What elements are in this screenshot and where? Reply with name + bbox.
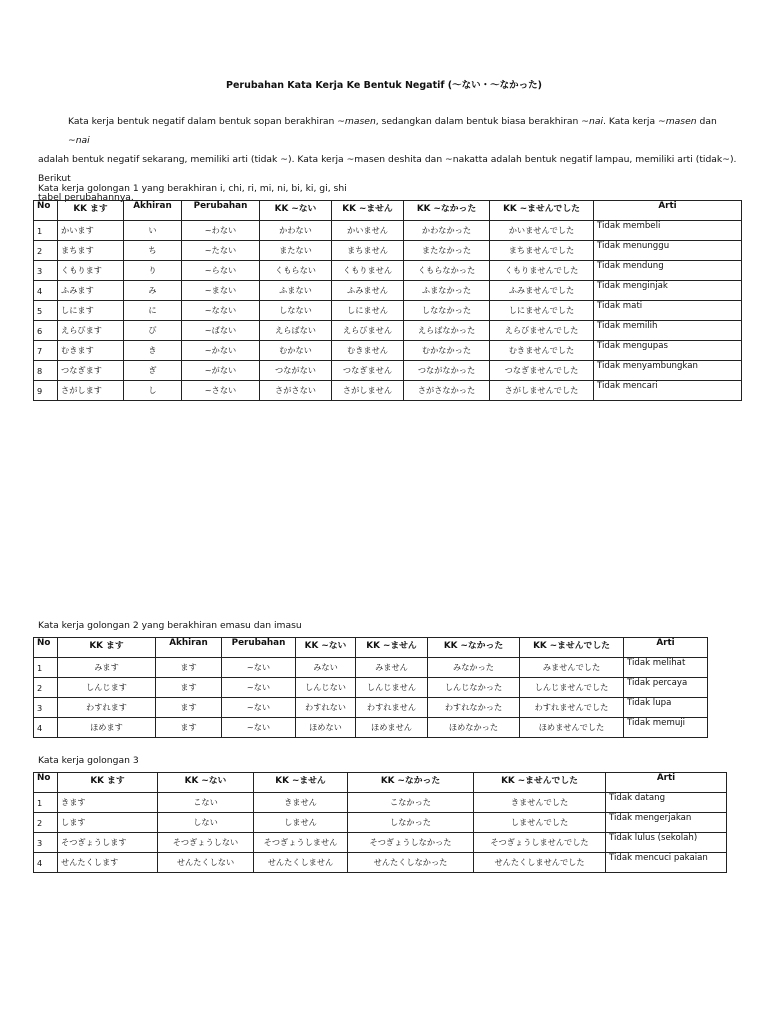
- verb-form-cell: むきます: [58, 341, 124, 361]
- row-number: 6: [34, 321, 58, 341]
- verb-form-cell: ます: [156, 678, 222, 698]
- verb-form-cell: えらびませんでした: [490, 321, 594, 341]
- verb-form-cell: ~さない: [182, 381, 260, 401]
- verb-form-cell: ~ない: [222, 678, 296, 698]
- verb-form-cell: わすれます: [58, 698, 156, 718]
- meaning-cell: Tidak menginjak: [594, 281, 742, 301]
- row-number: 2: [34, 813, 58, 833]
- row-number: 2: [34, 678, 58, 698]
- meaning-cell: Tidak menunggu: [594, 241, 742, 261]
- verb-form-cell: ぎ: [124, 361, 182, 381]
- verb-form-cell: そつぎょうしません: [254, 833, 348, 853]
- verb-form-cell: せんたくしなかった: [348, 853, 474, 873]
- meaning-cell: Tidak lulus (sekolah): [606, 833, 727, 853]
- verb-form-cell: し: [124, 381, 182, 401]
- row-number: 1: [34, 793, 58, 813]
- row-number: 3: [34, 698, 58, 718]
- row-number: 2: [34, 241, 58, 261]
- column-header: No: [34, 773, 58, 793]
- table-row: [34, 658, 708, 678]
- row-number: 3: [34, 261, 58, 281]
- verb-form-cell: わすれませんでした: [520, 698, 624, 718]
- verb-form-cell: ます: [156, 658, 222, 678]
- verb-form-cell: かいます: [58, 221, 124, 241]
- verb-form-cell: つなぎます: [58, 361, 124, 381]
- table-row: [34, 241, 742, 261]
- meaning-cell: Tidak mengerjakan: [606, 813, 727, 833]
- verb-form-cell: みなかった: [428, 658, 520, 678]
- verb-form-cell: ~ない: [222, 698, 296, 718]
- column-header: Akhiran: [124, 201, 182, 221]
- verb-form-cell: さがさなかった: [404, 381, 490, 401]
- table-row: [34, 833, 727, 853]
- verb-form-cell: くもりません: [332, 261, 404, 281]
- column-header: KK ~なかった: [428, 638, 520, 658]
- table-header-row: [34, 638, 708, 658]
- row-number: 4: [34, 718, 58, 738]
- verb-form-cell: かいません: [332, 221, 404, 241]
- table-row: [34, 718, 708, 738]
- verb-form-cell: ~がない: [182, 361, 260, 381]
- column-header: KK ~ない: [296, 638, 356, 658]
- verb-form-cell: せんたくしません: [254, 853, 348, 873]
- column-header: KK ます: [58, 773, 158, 793]
- verb-form-cell: しんじませんでした: [520, 678, 624, 698]
- column-header: KK ~ませんでした: [520, 638, 624, 658]
- verb-form-cell: しません: [254, 813, 348, 833]
- verb-form-cell: かわなかった: [404, 221, 490, 241]
- verb-form-cell: しなない: [260, 301, 332, 321]
- table-header-row: [34, 773, 727, 793]
- column-header: KK ~ない: [158, 773, 254, 793]
- verb-form-cell: ほめなかった: [428, 718, 520, 738]
- verb-form-cell: します: [58, 813, 158, 833]
- meaning-cell: Tidak mati: [594, 301, 742, 321]
- verb-form-cell: み: [124, 281, 182, 301]
- intro-line-3: tabel perubahannya.: [38, 192, 134, 203]
- meaning-cell: Tidak memilih: [594, 321, 742, 341]
- verb-form-cell: い: [124, 221, 182, 241]
- column-header: KK ます: [58, 201, 124, 221]
- verb-form-cell: ~ない: [222, 718, 296, 738]
- verb-form-cell: みませんでした: [520, 658, 624, 678]
- column-header: KK ~なかった: [348, 773, 474, 793]
- verb-form-cell: ち: [124, 241, 182, 261]
- row-number: 1: [34, 658, 58, 678]
- verb-form-cell: ほめません: [356, 718, 428, 738]
- verb-form-cell: しななかった: [404, 301, 490, 321]
- table-row: [34, 361, 742, 381]
- table-row: [34, 853, 727, 873]
- intro-line-2: adalah bentuk negatif sekarang, memiliki arti (tidak ~). Kata kerja ~masen deshita dan ~nakatta adalah bentuk negatif lampau, memiliki arti (tidak~). Berikut: [38, 154, 737, 184]
- verb-form-cell: そつぎょうします: [58, 833, 158, 853]
- verb-form-cell: みます: [58, 658, 156, 678]
- column-header: Perubahan: [182, 201, 260, 221]
- verb-form-cell: つなぎません: [332, 361, 404, 381]
- verb-form-cell: しんじなかった: [428, 678, 520, 698]
- meaning-cell: Tidak melihat: [624, 658, 708, 678]
- row-number: 4: [34, 853, 58, 873]
- verb-form-cell: そつぎょうしませんでした: [474, 833, 606, 853]
- row-number: 8: [34, 361, 58, 381]
- verb-form-cell: さがさない: [260, 381, 332, 401]
- column-header: Arti: [606, 773, 727, 793]
- verb-form-cell: こなかった: [348, 793, 474, 813]
- meaning-cell: Tidak memuji: [624, 718, 708, 738]
- column-header: KK ~ません: [332, 201, 404, 221]
- verb-form-cell: むきませんでした: [490, 341, 594, 361]
- table-row: [34, 813, 727, 833]
- verb-form-cell: みません: [356, 658, 428, 678]
- verb-form-cell: つながなかった: [404, 361, 490, 381]
- meaning-cell: Tidak percaya: [624, 678, 708, 698]
- verb-form-cell: ~らない: [182, 261, 260, 281]
- column-header: KK ~なかった: [404, 201, 490, 221]
- verb-form-cell: ~ない: [222, 658, 296, 678]
- verb-form-cell: ふまない: [260, 281, 332, 301]
- verb-form-cell: またない: [260, 241, 332, 261]
- verb-form-cell: ~ばない: [182, 321, 260, 341]
- verb-form-cell: ふまなかった: [404, 281, 490, 301]
- verb-form-cell: ます: [156, 718, 222, 738]
- verb-form-cell: ふみません: [332, 281, 404, 301]
- table-row: [34, 698, 708, 718]
- group3-table: [33, 772, 727, 873]
- verb-form-cell: しんじます: [58, 678, 156, 698]
- verb-form-cell: さがします: [58, 381, 124, 401]
- table-row: [34, 221, 742, 241]
- verb-form-cell: くもりませんでした: [490, 261, 594, 281]
- group2-table: [33, 637, 708, 738]
- column-header: Perubahan: [222, 638, 296, 658]
- group1-table: [33, 200, 742, 401]
- verb-form-cell: かわない: [260, 221, 332, 241]
- table-row: [34, 321, 742, 341]
- group2-label: Kata kerja golongan 2 yang berakhiran emasu dan imasu: [38, 620, 302, 631]
- meaning-cell: Tidak mencuci pakaian: [606, 853, 727, 873]
- verb-form-cell: みない: [296, 658, 356, 678]
- verb-form-cell: しにませんでした: [490, 301, 594, 321]
- verb-form-cell: び: [124, 321, 182, 341]
- verb-form-cell: まちません: [332, 241, 404, 261]
- meaning-cell: Tidak lupa: [624, 698, 708, 718]
- verb-form-cell: ~まない: [182, 281, 260, 301]
- row-number: 4: [34, 281, 58, 301]
- verb-form-cell: まちませんでした: [490, 241, 594, 261]
- verb-form-cell: そつぎょうしない: [158, 833, 254, 853]
- column-header: KK ます: [58, 638, 156, 658]
- verb-form-cell: しんじない: [296, 678, 356, 698]
- verb-form-cell: しんじません: [356, 678, 428, 698]
- row-number: 7: [34, 341, 58, 361]
- verb-form-cell: に: [124, 301, 182, 321]
- table-row: [34, 381, 742, 401]
- meaning-cell: Tidak mengupas: [594, 341, 742, 361]
- column-header: Akhiran: [156, 638, 222, 658]
- meaning-cell: Tidak membeli: [594, 221, 742, 241]
- meaning-cell: Tidak datang: [606, 793, 727, 813]
- verb-form-cell: さがしません: [332, 381, 404, 401]
- verb-form-cell: まちます: [58, 241, 124, 261]
- verb-form-cell: くもります: [58, 261, 124, 281]
- verb-form-cell: えらばない: [260, 321, 332, 341]
- meaning-cell: Tidak menyambungkan: [594, 361, 742, 381]
- group3-label: Kata kerja golongan 3: [38, 755, 139, 766]
- verb-form-cell: り: [124, 261, 182, 281]
- verb-form-cell: ほめませんでした: [520, 718, 624, 738]
- verb-form-cell: くもらなかった: [404, 261, 490, 281]
- verb-form-cell: えらばなかった: [404, 321, 490, 341]
- verb-form-cell: きます: [58, 793, 158, 813]
- verb-form-cell: しなかった: [348, 813, 474, 833]
- verb-form-cell: ほめない: [296, 718, 356, 738]
- verb-form-cell: むかなかった: [404, 341, 490, 361]
- verb-form-cell: ふみます: [58, 281, 124, 301]
- verb-form-cell: きません: [254, 793, 348, 813]
- column-header: No: [34, 201, 58, 221]
- column-header: Arti: [594, 201, 742, 221]
- verb-form-cell: わすれない: [296, 698, 356, 718]
- table-row: [34, 261, 742, 281]
- verb-form-cell: つなぎませんでした: [490, 361, 594, 381]
- column-header: KK ~ない: [260, 201, 332, 221]
- verb-form-cell: ~たない: [182, 241, 260, 261]
- verb-form-cell: しにません: [332, 301, 404, 321]
- verb-form-cell: しにます: [58, 301, 124, 321]
- column-header: Arti: [624, 638, 708, 658]
- verb-form-cell: そつぎょうしなかった: [348, 833, 474, 853]
- row-number: 9: [34, 381, 58, 401]
- verb-form-cell: ます: [156, 698, 222, 718]
- verb-form-cell: つながない: [260, 361, 332, 381]
- column-header: KK ~ません: [356, 638, 428, 658]
- meaning-cell: Tidak mendung: [594, 261, 742, 281]
- table-row: [34, 341, 742, 361]
- verb-form-cell: またなかった: [404, 241, 490, 261]
- column-header: KK ~ません: [254, 773, 348, 793]
- intro-line-1: Kata kerja bentuk negatif dalam bentuk sopan berakhiran ~masen, sedangkan dalam bentuk biasa berakhiran ~nai. Kata kerja ~masen dan ~nai: [68, 116, 717, 146]
- verb-form-cell: かいませんでした: [490, 221, 594, 241]
- verb-form-cell: せんたくしませんでした: [474, 853, 606, 873]
- verb-form-cell: わすれなかった: [428, 698, 520, 718]
- verb-form-cell: えらびません: [332, 321, 404, 341]
- row-number: 3: [34, 833, 58, 853]
- table-row: [34, 301, 742, 321]
- verb-form-cell: しませんでした: [474, 813, 606, 833]
- verb-form-cell: むきません: [332, 341, 404, 361]
- column-header: KK ~ませんでした: [474, 773, 606, 793]
- table-header-row: [34, 201, 742, 221]
- table-row: [34, 281, 742, 301]
- verb-form-cell: ~かない: [182, 341, 260, 361]
- table-row: [34, 678, 708, 698]
- meaning-cell: Tidak mencari: [594, 381, 742, 401]
- column-header: No: [34, 638, 58, 658]
- verb-form-cell: き: [124, 341, 182, 361]
- verb-form-cell: せんたくします: [58, 853, 158, 873]
- verb-form-cell: くもらない: [260, 261, 332, 281]
- verb-form-cell: こない: [158, 793, 254, 813]
- verb-form-cell: ふみませんでした: [490, 281, 594, 301]
- row-number: 5: [34, 301, 58, 321]
- verb-form-cell: えらびます: [58, 321, 124, 341]
- verb-form-cell: わすれません: [356, 698, 428, 718]
- verb-form-cell: きませんでした: [474, 793, 606, 813]
- verb-form-cell: ほめます: [58, 718, 156, 738]
- column-header: KK ~ませんでした: [490, 201, 594, 221]
- verb-form-cell: せんたくしない: [158, 853, 254, 873]
- row-number: 1: [34, 221, 58, 241]
- verb-form-cell: むかない: [260, 341, 332, 361]
- table-row: [34, 793, 727, 813]
- verb-form-cell: ~なない: [182, 301, 260, 321]
- verb-form-cell: さがしませんでした: [490, 381, 594, 401]
- verb-form-cell: しない: [158, 813, 254, 833]
- verb-form-cell: ~わない: [182, 221, 260, 241]
- page-title: Perubahan Kata Kerja Ke Bentuk Negatif (～ない・～なかった): [226, 80, 542, 91]
- group1-label: Kata kerja golongan 1 yang berakhiran i, chi, ri, mi, ni, bi, ki, gi, shi: [38, 183, 347, 194]
